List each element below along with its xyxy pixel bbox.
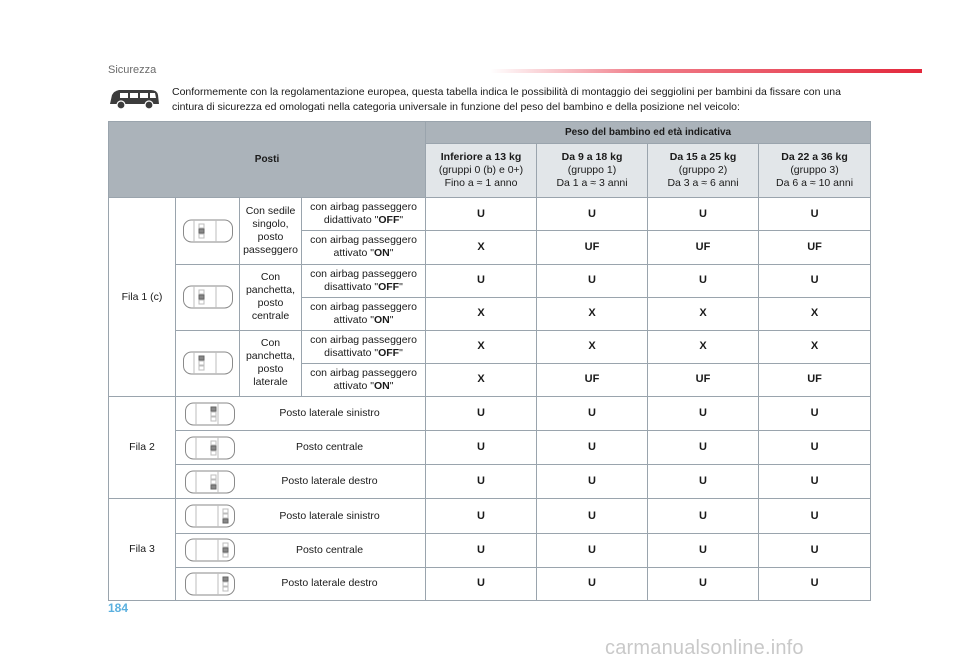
table-row bbox=[109, 198, 871, 231]
value-cell: U bbox=[759, 198, 871, 231]
value-cell: UF bbox=[759, 231, 871, 264]
table-row bbox=[109, 397, 871, 431]
row-label-fila-3: Fila 3 bbox=[109, 499, 176, 601]
airbag-condition: con airbag passeggero didattivato "OFF" bbox=[302, 198, 426, 231]
airbag-condition: con airbag passeggero disattivato "OFF" bbox=[302, 264, 426, 297]
seat-position bbox=[176, 567, 426, 600]
table-row bbox=[109, 431, 871, 465]
child-seat-table bbox=[108, 121, 871, 601]
value-cell: U bbox=[426, 397, 537, 431]
value-cell: U bbox=[759, 465, 871, 499]
table-row bbox=[109, 264, 871, 297]
seat-name: Posto laterale destro bbox=[281, 475, 378, 488]
watermark-text: carmanualsonline.info bbox=[605, 637, 804, 659]
value-cell: U bbox=[426, 198, 537, 231]
header-category-3: Da 22 a 36 kg (gruppo 3) Da 6 a ≈ 10 anni bbox=[759, 144, 871, 198]
car-seat-front-side-icon bbox=[176, 330, 240, 396]
value-cell: U bbox=[648, 397, 759, 431]
value-cell: U bbox=[426, 465, 537, 499]
seat-name: Con panchetta, posto centrale bbox=[240, 264, 302, 330]
table-row bbox=[109, 465, 871, 499]
value-cell: U bbox=[759, 397, 871, 431]
car-seat-row2-left-icon bbox=[184, 401, 236, 427]
car-seat-row3-centre-icon bbox=[184, 537, 236, 563]
value-cell: U bbox=[537, 264, 648, 297]
car-seat-row2-centre-icon bbox=[184, 435, 236, 461]
airbag-condition: con airbag passeggero attivato "ON" bbox=[302, 231, 426, 264]
seat-name: Con sedile singolo, posto passeggero bbox=[240, 198, 302, 264]
value-cell: U bbox=[537, 465, 648, 499]
value-cell: U bbox=[759, 264, 871, 297]
seat-position bbox=[176, 465, 426, 499]
value-cell: U bbox=[759, 499, 871, 533]
header-category-0: Inferiore a 13 kg (gruppi 0 (b) e 0+) Fino a ≈ 1 anno bbox=[426, 144, 537, 198]
value-cell: U bbox=[426, 567, 537, 600]
airbag-condition: con airbag passeggero disattivato "OFF" bbox=[302, 330, 426, 363]
value-cell: X bbox=[648, 330, 759, 363]
header-category-2: Da 15 a 25 kg (gruppo 2) Da 3 a ≈ 6 anni bbox=[648, 144, 759, 198]
value-cell: U bbox=[426, 264, 537, 297]
intro-text: Conformemente con la regolamentazione europea, questa tabella indica le possibilità di montaggio dei seggiolini per bambini da fissare con una cintura di sicurezza ed omologati nella categoria universale in funzione del peso del bambino e della posizione nel veicolo: bbox=[172, 86, 841, 113]
row-label-fila-2: Fila 2 bbox=[109, 397, 176, 499]
table-row bbox=[109, 533, 871, 567]
value-cell: X bbox=[426, 330, 537, 363]
value-cell: U bbox=[537, 533, 648, 567]
value-cell: U bbox=[759, 533, 871, 567]
value-cell: U bbox=[648, 431, 759, 465]
value-cell: U bbox=[537, 499, 648, 533]
value-cell: U bbox=[648, 533, 759, 567]
value-cell: U bbox=[426, 499, 537, 533]
value-cell: X bbox=[426, 231, 537, 264]
car-seat-front-single-icon bbox=[176, 198, 240, 264]
airbag-condition: con airbag passeggero attivato "ON" bbox=[302, 363, 426, 396]
value-cell: U bbox=[648, 264, 759, 297]
value-cell: U bbox=[648, 499, 759, 533]
seat-name: Posto centrale bbox=[295, 543, 364, 556]
value-cell: U bbox=[537, 431, 648, 465]
car-seat-row3-left-icon bbox=[184, 503, 236, 529]
value-cell: U bbox=[759, 567, 871, 600]
van-icon bbox=[107, 86, 161, 112]
seat-position bbox=[176, 533, 426, 567]
value-cell: UF bbox=[648, 363, 759, 396]
value-cell: X bbox=[426, 363, 537, 396]
seat-name: Posto centrale bbox=[295, 441, 364, 454]
value-cell: X bbox=[759, 297, 871, 330]
header-category-1: Da 9 a 18 kg (gruppo 1) Da 1 a ≈ 3 anni bbox=[537, 144, 648, 198]
seat-position bbox=[176, 499, 426, 533]
header-posti: Posti bbox=[109, 122, 426, 198]
value-cell: UF bbox=[648, 231, 759, 264]
seat-position bbox=[176, 397, 426, 431]
value-cell: X bbox=[537, 297, 648, 330]
header-rule bbox=[490, 69, 922, 73]
section-title: Sicurezza bbox=[108, 64, 157, 76]
value-cell: X bbox=[759, 330, 871, 363]
table-row bbox=[109, 567, 871, 600]
value-cell: U bbox=[648, 465, 759, 499]
seat-name: Posto laterale sinistro bbox=[279, 407, 380, 420]
seat-position bbox=[176, 431, 426, 465]
row-label-fila-1: Fila 1 (c) bbox=[109, 198, 176, 397]
value-cell: U bbox=[426, 431, 537, 465]
value-cell: U bbox=[648, 198, 759, 231]
value-cell: U bbox=[759, 431, 871, 465]
seat-name: Posto laterale destro bbox=[281, 577, 378, 590]
value-cell: U bbox=[648, 567, 759, 600]
header-peso: Peso del bambino ed età indicativa bbox=[426, 122, 871, 144]
value-cell: X bbox=[648, 297, 759, 330]
value-cell: U bbox=[537, 567, 648, 600]
value-cell: X bbox=[426, 297, 537, 330]
car-seat-front-centre-icon bbox=[176, 264, 240, 330]
value-cell: U bbox=[426, 533, 537, 567]
airbag-condition: con airbag passeggero attivato "ON" bbox=[302, 297, 426, 330]
value-cell: UF bbox=[759, 363, 871, 396]
car-seat-row2-right-icon bbox=[184, 469, 236, 495]
value-cell: U bbox=[537, 397, 648, 431]
seat-name: Posto laterale sinistro bbox=[279, 509, 380, 522]
page-number: 184 bbox=[108, 601, 129, 615]
table-row bbox=[109, 330, 871, 363]
car-seat-row3-right-icon bbox=[184, 571, 236, 597]
value-cell: UF bbox=[537, 231, 648, 264]
table-row bbox=[109, 499, 871, 533]
value-cell: X bbox=[537, 330, 648, 363]
value-cell: U bbox=[537, 198, 648, 231]
seat-name: Con panchetta, posto laterale bbox=[240, 330, 302, 396]
value-cell: UF bbox=[537, 363, 648, 396]
